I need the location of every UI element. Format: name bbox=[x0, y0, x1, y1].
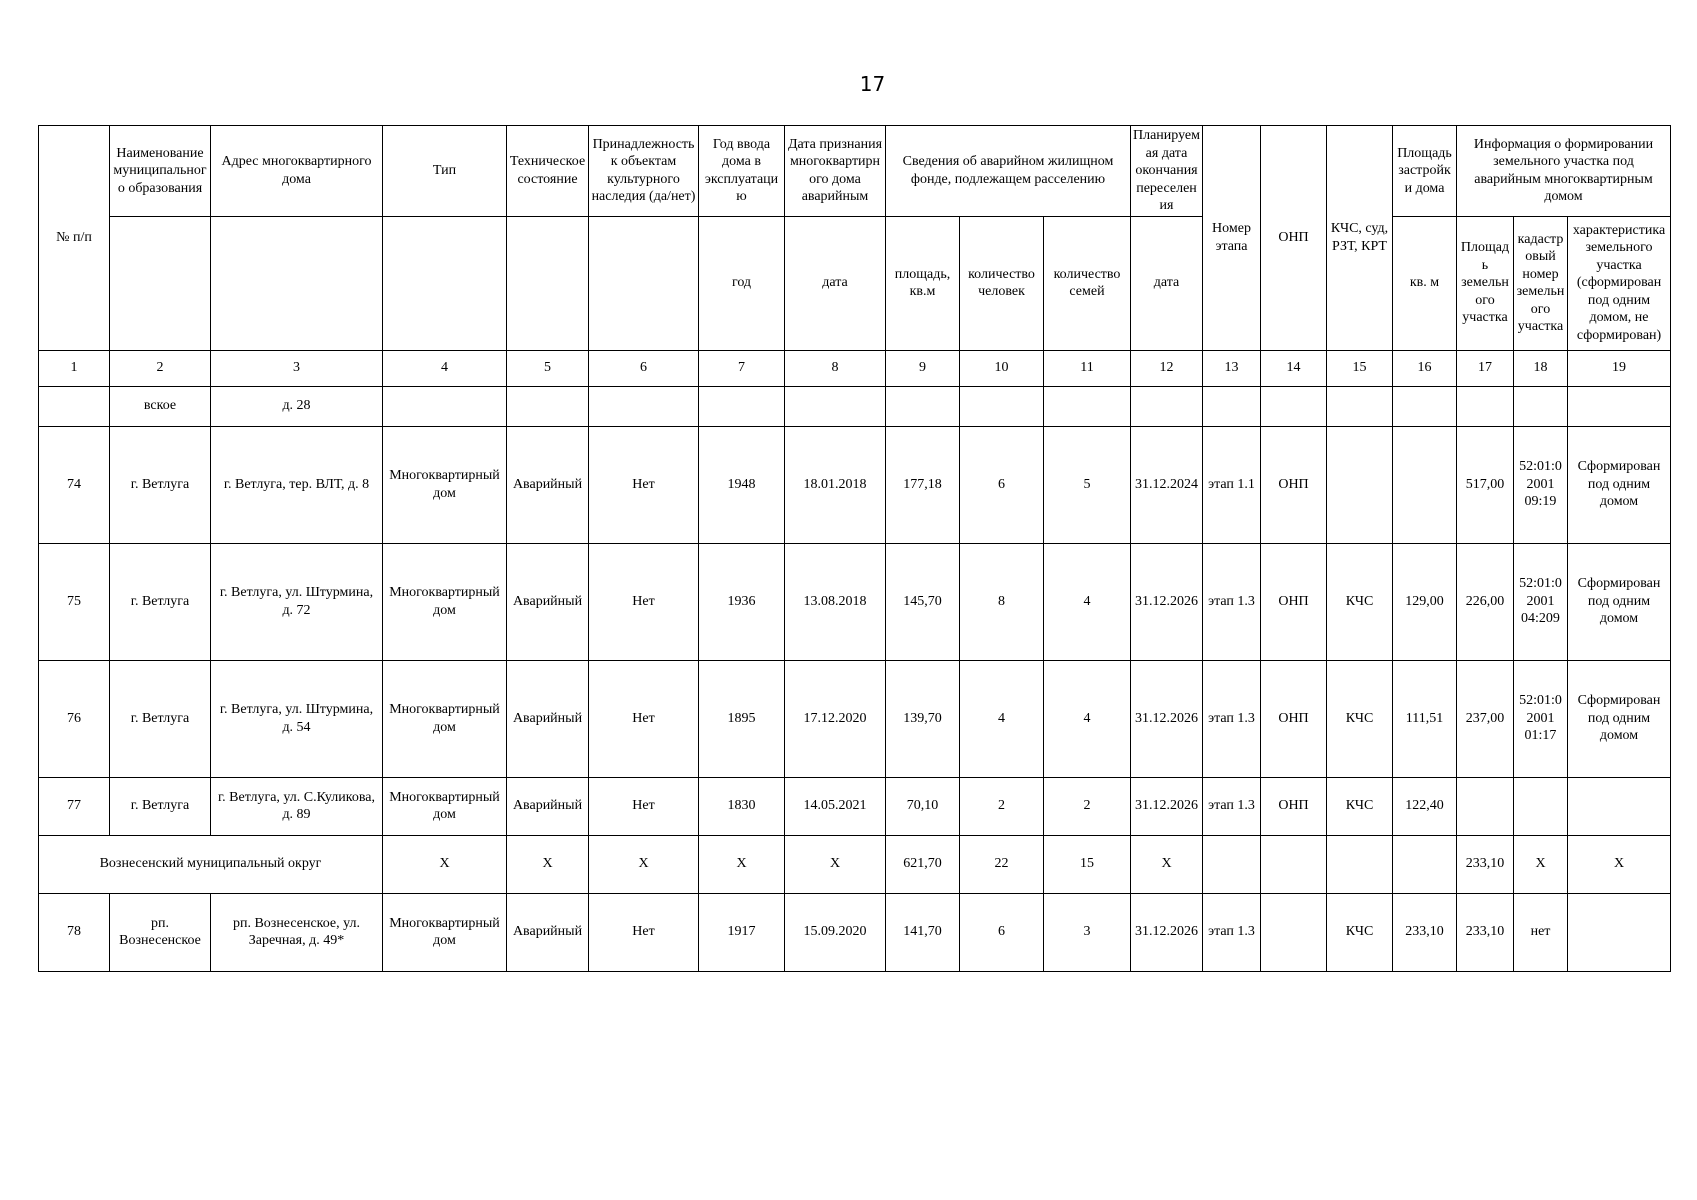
col-number: 10 bbox=[960, 350, 1044, 386]
cell-mo: г. Ветлуга bbox=[110, 777, 211, 835]
cell-year: 1936 bbox=[699, 543, 785, 660]
cell-people: 4 bbox=[960, 660, 1044, 777]
cell-area: 141,70 bbox=[886, 893, 960, 971]
cell-number: 78 bbox=[39, 893, 110, 971]
cell-build-area bbox=[1393, 426, 1457, 543]
cell-date: 18.01.2018 bbox=[785, 426, 886, 543]
cell-mo: г. Ветлуга bbox=[110, 426, 211, 543]
total-cell: X bbox=[1568, 835, 1671, 893]
cell-area: 139,70 bbox=[886, 660, 960, 777]
total-cell: X bbox=[1131, 835, 1203, 893]
cell-date: 13.08.2018 bbox=[785, 543, 886, 660]
total-cell: X bbox=[1514, 835, 1568, 893]
continued-address: д. 28 bbox=[211, 386, 383, 426]
cell-address: г. Ветлуга, ул. С.Куликова, д. 89 bbox=[211, 777, 383, 835]
cell-type: Многоквартирный дом bbox=[383, 543, 507, 660]
cell-stage: этап 1.1 bbox=[1203, 426, 1261, 543]
total-cell: X bbox=[589, 835, 699, 893]
cell-end-date: 31.12.2026 bbox=[1131, 893, 1203, 971]
cell-type: Многоквартирный дом bbox=[383, 777, 507, 835]
cell-mo: г. Ветлуга bbox=[110, 660, 211, 777]
cell-state: Аварийный bbox=[507, 777, 589, 835]
header-num: № п/п bbox=[39, 126, 110, 351]
table-row bbox=[39, 777, 1671, 835]
col-number: 2 bbox=[110, 350, 211, 386]
header-plot-area: Площадь земельного участка bbox=[1457, 216, 1514, 350]
table-row bbox=[39, 426, 1671, 543]
cell-heritage: Нет bbox=[589, 660, 699, 777]
cell-end-date: 31.12.2026 bbox=[1131, 777, 1203, 835]
cell-number: 74 bbox=[39, 426, 110, 543]
cell-cadastral: 52:01:02001 09:19 bbox=[1514, 426, 1568, 543]
cell-date: 17.12.2020 bbox=[785, 660, 886, 777]
col-number: 6 bbox=[589, 350, 699, 386]
header-build-area: Площадь застройки дома bbox=[1393, 126, 1457, 217]
cell-state: Аварийный bbox=[507, 893, 589, 971]
header-land-info: Информация о формировании земельного участка под аварийным многоквартирным домом bbox=[1457, 126, 1671, 217]
header-mo: Наименование муниципального образования bbox=[110, 126, 211, 217]
cell-kchs bbox=[1327, 426, 1393, 543]
cell-stage: этап 1.3 bbox=[1203, 893, 1261, 971]
cell-build-area: 111,51 bbox=[1393, 660, 1457, 777]
cell-heritage: Нет bbox=[589, 543, 699, 660]
cell-families: 2 bbox=[1044, 777, 1131, 835]
table-row bbox=[39, 893, 1671, 971]
cell-heritage: Нет bbox=[589, 893, 699, 971]
header-heritage: Принадлежность к объектам культурного наследия (да/нет) bbox=[589, 126, 699, 217]
header-year: Год ввода дома в эксплуатацию bbox=[699, 126, 785, 217]
cell-type: Многоквартирный дом bbox=[383, 660, 507, 777]
cell-heritage: Нет bbox=[589, 426, 699, 543]
cell-plot-char: Сформирован под одним домом bbox=[1568, 660, 1671, 777]
cell-kchs: КЧС bbox=[1327, 777, 1393, 835]
page-number: 17 bbox=[859, 72, 886, 96]
cell-address: рп. Вознесенское, ул. Заречная, д. 49* bbox=[211, 893, 383, 971]
header-address: Адрес многоквартирного дома bbox=[211, 126, 383, 217]
continued-mo: вское bbox=[110, 386, 211, 426]
cell-plot-char: Сформирован под одним домом bbox=[1568, 426, 1671, 543]
cell-build-area: 233,10 bbox=[1393, 893, 1457, 971]
cell-end-date: 31.12.2024 bbox=[1131, 426, 1203, 543]
cell-plot-area: 226,00 bbox=[1457, 543, 1514, 660]
header-kchs: КЧС, суд, РЗТ, КРТ bbox=[1327, 126, 1393, 351]
col-number: 12 bbox=[1131, 350, 1203, 386]
cell-families: 5 bbox=[1044, 426, 1131, 543]
total-plot-area: 233,10 bbox=[1457, 835, 1514, 893]
cell-build-area: 129,00 bbox=[1393, 543, 1457, 660]
col-number: 8 bbox=[785, 350, 886, 386]
cell-type: Многоквартирный дом bbox=[383, 426, 507, 543]
cell-cadastral: нет bbox=[1514, 893, 1568, 971]
col-number: 19 bbox=[1568, 350, 1671, 386]
table-row bbox=[39, 543, 1671, 660]
cell-area: 70,10 bbox=[886, 777, 960, 835]
cell-plot-char bbox=[1568, 777, 1671, 835]
col-number: 4 bbox=[383, 350, 507, 386]
total-people: 22 bbox=[960, 835, 1044, 893]
header-state: Техническое состояние bbox=[507, 126, 589, 217]
header-row-middle bbox=[39, 216, 1671, 350]
subheader-area: площадь, кв.м bbox=[886, 216, 960, 350]
subheader-date: дата bbox=[785, 216, 886, 350]
cell-onp: ОНП bbox=[1261, 543, 1327, 660]
header-end-date: Планируемая дата окончания переселения bbox=[1131, 126, 1203, 217]
cell-onp: ОНП bbox=[1261, 660, 1327, 777]
cell-build-area: 122,40 bbox=[1393, 777, 1457, 835]
cell-plot-area: 233,10 bbox=[1457, 893, 1514, 971]
cell-people: 6 bbox=[960, 426, 1044, 543]
cell-people: 8 bbox=[960, 543, 1044, 660]
cell-address: г. Ветлуга, тер. ВЛТ, д. 8 bbox=[211, 426, 383, 543]
cell-state: Аварийный bbox=[507, 543, 589, 660]
total-cell: X bbox=[699, 835, 785, 893]
cell-stage: этап 1.3 bbox=[1203, 543, 1261, 660]
col-number: 15 bbox=[1327, 350, 1393, 386]
col-number: 1 bbox=[39, 350, 110, 386]
emergency-housing-table bbox=[38, 125, 1671, 972]
cell-state: Аварийный bbox=[507, 426, 589, 543]
cell-number: 77 bbox=[39, 777, 110, 835]
total-cell: X bbox=[383, 835, 507, 893]
col-number: 7 bbox=[699, 350, 785, 386]
cell-kchs: КЧС bbox=[1327, 660, 1393, 777]
cell-address: г. Ветлуга, ул. Штурмина, д. 54 bbox=[211, 660, 383, 777]
continuation-row bbox=[39, 386, 1671, 426]
cell-kchs: КЧС bbox=[1327, 543, 1393, 660]
cell-date: 15.09.2020 bbox=[785, 893, 886, 971]
cell-area: 177,18 bbox=[886, 426, 960, 543]
cell-number: 76 bbox=[39, 660, 110, 777]
cell-cadastral: 52:01:02001 01:17 bbox=[1514, 660, 1568, 777]
column-numbers-row bbox=[39, 350, 1671, 386]
col-number: 14 bbox=[1261, 350, 1327, 386]
col-number: 11 bbox=[1044, 350, 1131, 386]
total-label: Вознесенский муниципальный округ bbox=[39, 835, 383, 893]
cell-people: 6 bbox=[960, 893, 1044, 971]
subheader-end-date: дата bbox=[1131, 216, 1203, 350]
subheader-people: количество человек bbox=[960, 216, 1044, 350]
cell-families: 3 bbox=[1044, 893, 1131, 971]
cell-onp: ОНП bbox=[1261, 777, 1327, 835]
cell-plot-char: Сформирован под одним домом bbox=[1568, 543, 1671, 660]
cell-type: Многоквартирный дом bbox=[383, 893, 507, 971]
total-cell: X bbox=[785, 835, 886, 893]
cell-area: 145,70 bbox=[886, 543, 960, 660]
header-stage: Номер этапа bbox=[1203, 126, 1261, 351]
cell-plot-char bbox=[1568, 893, 1671, 971]
total-area: 621,70 bbox=[886, 835, 960, 893]
cell-address: г. Ветлуга, ул. Штурмина, д. 72 bbox=[211, 543, 383, 660]
cell-year: 1948 bbox=[699, 426, 785, 543]
header-date: Дата признания многоквартирного дома аварийным bbox=[785, 126, 886, 217]
cell-cadastral: 52:01:02001 04:209 bbox=[1514, 543, 1568, 660]
cell-year: 1830 bbox=[699, 777, 785, 835]
cell-kchs: КЧС bbox=[1327, 893, 1393, 971]
total-cell: X bbox=[507, 835, 589, 893]
subheader-build-unit: кв. м bbox=[1393, 216, 1457, 350]
total-families: 15 bbox=[1044, 835, 1131, 893]
col-number: 17 bbox=[1457, 350, 1514, 386]
cell-plot-area bbox=[1457, 777, 1514, 835]
cell-families: 4 bbox=[1044, 543, 1131, 660]
cell-date: 14.05.2021 bbox=[785, 777, 886, 835]
header-onp: ОНП bbox=[1261, 126, 1327, 351]
cell-heritage: Нет bbox=[589, 777, 699, 835]
cell-plot-area: 517,00 bbox=[1457, 426, 1514, 543]
subheader-year: год bbox=[699, 216, 785, 350]
cell-mo: г. Ветлуга bbox=[110, 543, 211, 660]
cell-end-date: 31.12.2026 bbox=[1131, 543, 1203, 660]
cell-cadastral bbox=[1514, 777, 1568, 835]
cell-onp bbox=[1261, 893, 1327, 971]
subheader-families: количество семей bbox=[1044, 216, 1131, 350]
col-number: 9 bbox=[886, 350, 960, 386]
header-cadastral: кадастровый номер земельного участка bbox=[1514, 216, 1568, 350]
cell-year: 1917 bbox=[699, 893, 785, 971]
col-number: 16 bbox=[1393, 350, 1457, 386]
cell-stage: этап 1.3 bbox=[1203, 777, 1261, 835]
cell-state: Аварийный bbox=[507, 660, 589, 777]
cell-families: 4 bbox=[1044, 660, 1131, 777]
col-number: 18 bbox=[1514, 350, 1568, 386]
col-number: 3 bbox=[211, 350, 383, 386]
cell-end-date: 31.12.2026 bbox=[1131, 660, 1203, 777]
cell-people: 2 bbox=[960, 777, 1044, 835]
header-housing-info: Сведения об аварийном жилищном фонде, подлежащем расселению bbox=[886, 126, 1131, 217]
cell-onp: ОНП bbox=[1261, 426, 1327, 543]
table-row bbox=[39, 660, 1671, 777]
header-plot-char: характеристика земельного участка (сформирован под одним домом, не сформирован) bbox=[1568, 216, 1671, 350]
col-number: 13 bbox=[1203, 350, 1261, 386]
cell-plot-area: 237,00 bbox=[1457, 660, 1514, 777]
total-row bbox=[39, 835, 1671, 893]
cell-mo: рп. Вознесенское bbox=[110, 893, 211, 971]
cell-year: 1895 bbox=[699, 660, 785, 777]
cell-stage: этап 1.3 bbox=[1203, 660, 1261, 777]
cell-number: 75 bbox=[39, 543, 110, 660]
header-type: Тип bbox=[383, 126, 507, 217]
header-row-top bbox=[39, 126, 1671, 217]
col-number: 5 bbox=[507, 350, 589, 386]
